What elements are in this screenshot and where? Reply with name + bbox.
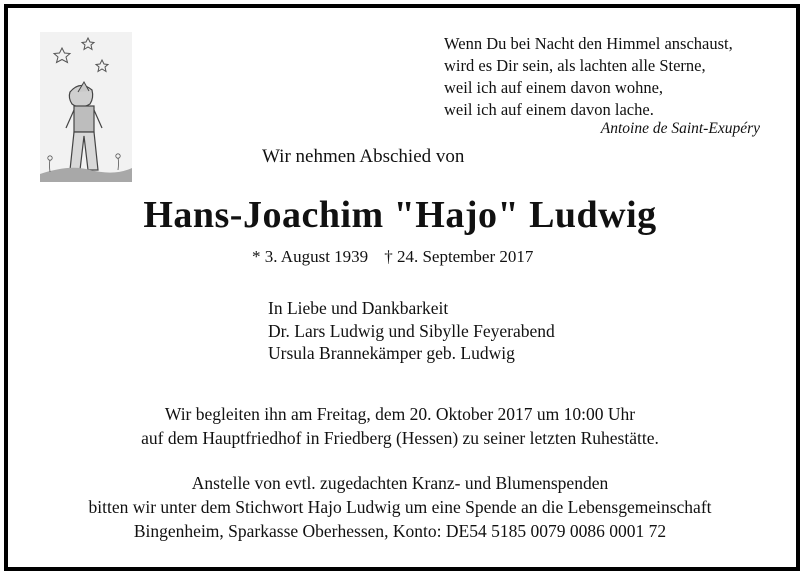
donation-line: bitten wir unter dem Stichwort Hajo Ludwig um eine Spende an die Lebensgemeinschaft (88, 497, 712, 517)
little-prince-illustration (40, 32, 132, 182)
mourners-line: In Liebe und Dankbarkeit (268, 298, 449, 318)
donation-line: Bingenheim, Sparkasse Oberhessen, Konto: DE54 5185 0079 0086 0001 72 (133, 521, 667, 541)
donation-line: Anstelle von evtl. zugedachten Kranz- und Blumenspenden (191, 473, 609, 493)
poem-line: weil ich auf einem davon lache. (444, 100, 654, 119)
death-date: † 24. September 2017 (384, 247, 534, 266)
farewell-intro: Wir nehmen Abschied von (262, 146, 465, 167)
poem-quote (444, 33, 774, 121)
poem-line: weil ich auf einem davon wohne, (444, 78, 664, 97)
donation-info (0, 471, 800, 543)
birth-date: * 3. August 1939 (252, 247, 369, 266)
poem-author: Antoine de Saint-Exupéry (600, 120, 760, 137)
mourners-block (268, 297, 555, 365)
mourners-line: Dr. Lars Ludwig und Sibylle Feyerabend (268, 320, 555, 341)
funeral-line: Wir begleiten ihn am Freitag, dem 20. Oktober 2017 um 10:00 Uhr (164, 404, 636, 424)
deceased-name: Hans-Joachim "Hajo" Ludwig (143, 194, 657, 236)
life-dates (252, 247, 533, 267)
poem-line: wird es Dir sein, als lachten alle Sterne, (444, 56, 706, 75)
funeral-info (0, 402, 800, 450)
poem-line: Wenn Du bei Nacht den Himmel anschaust, (444, 34, 733, 53)
mourners-line: Ursula Brannekämper geb. Ludwig (268, 343, 515, 363)
funeral-line: auf dem Hauptfriedhof in Friedberg (Hessen) zu seiner letzten Ruhestätte. (141, 428, 659, 448)
